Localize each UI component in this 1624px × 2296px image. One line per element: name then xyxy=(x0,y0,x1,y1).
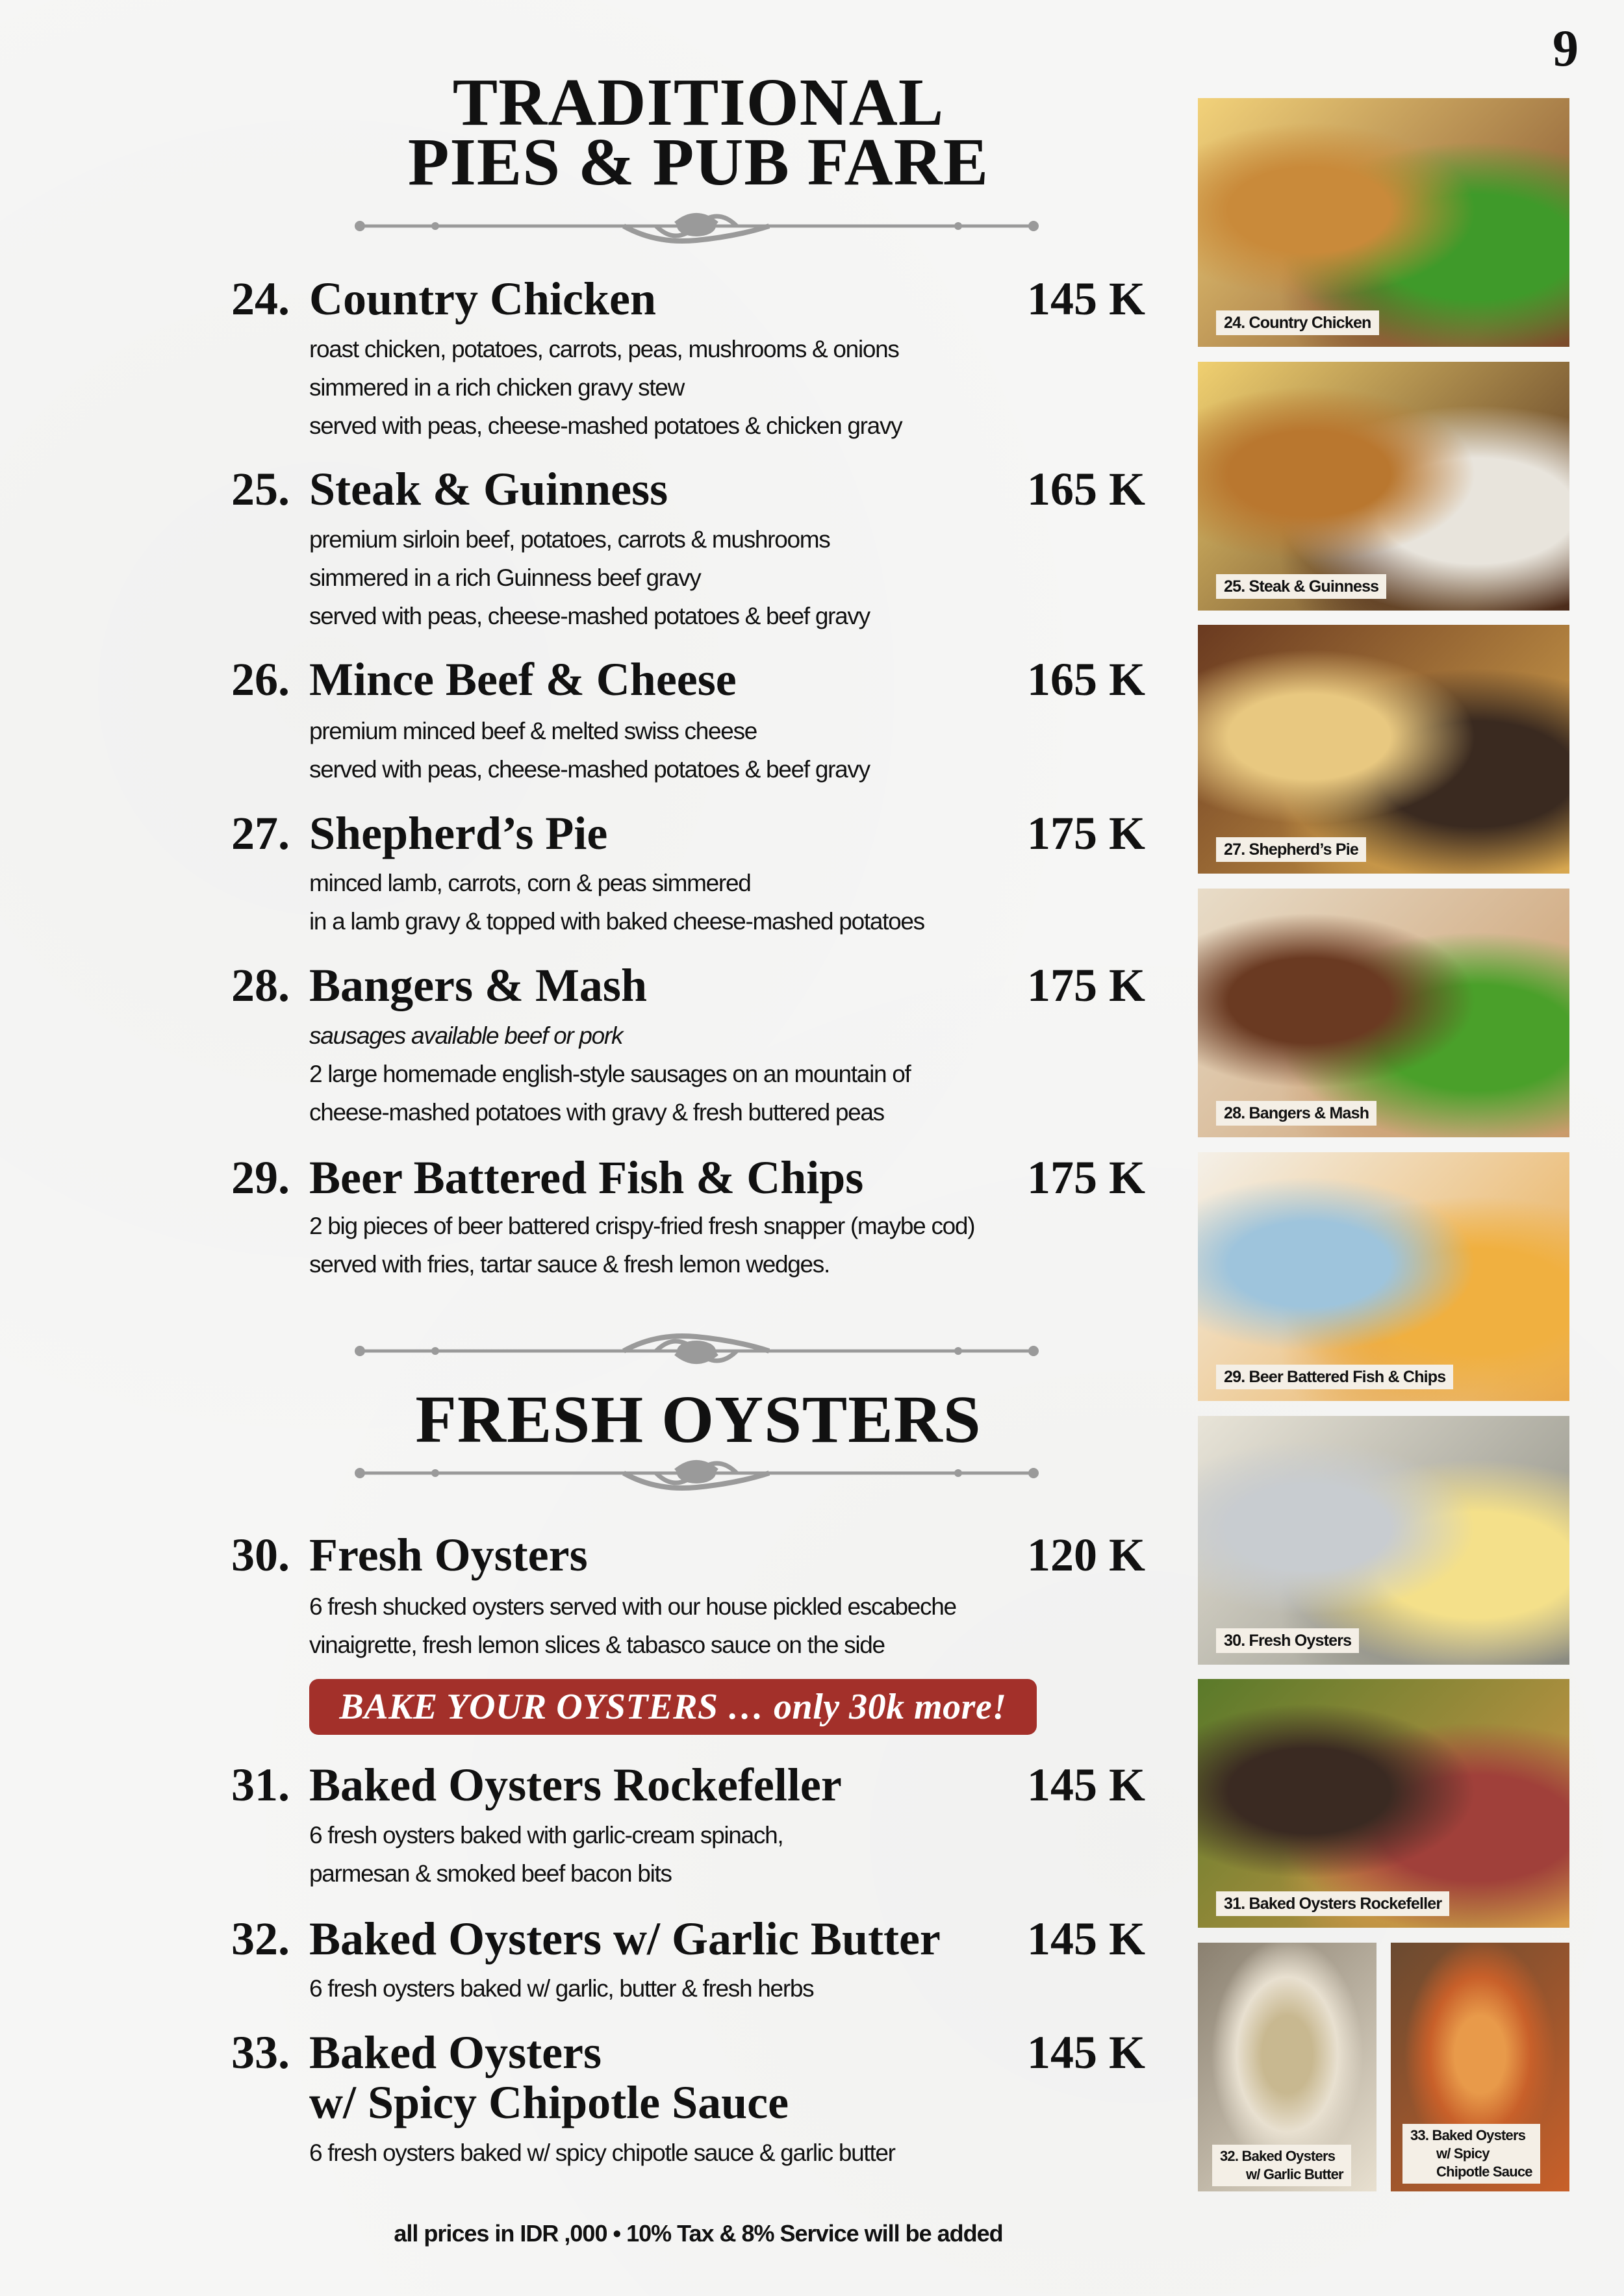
item-title: Mince Beef & Cheese xyxy=(309,653,737,705)
photo-caption: 24. Country Chicken xyxy=(1216,310,1379,335)
menu-item-price: 175 K xyxy=(1026,1152,1145,1204)
item-title: Baked Oysters Rockefeller xyxy=(309,1759,842,1811)
menu-item-description: 6 fresh oysters baked w/ spicy chipotle sauce & garlic butter xyxy=(309,2139,895,2166)
menu-item-description: premium minced beef & melted swiss cheese xyxy=(309,718,757,744)
photo-caption: 31. Baked Oysters Rockefeller xyxy=(1216,1891,1449,1916)
ornament-divider-icon xyxy=(351,207,1043,246)
menu-item-description: served with fries, tartar sauce & fresh lemon wedges. xyxy=(309,1251,830,1278)
menu-item-description: cheese-mashed potatoes with gravy & fresh buttered peas xyxy=(309,1099,884,1126)
photo-caption: 25. Steak & Guinness xyxy=(1216,574,1386,599)
item-number: 26. xyxy=(231,653,290,705)
photo-caption xyxy=(1212,2145,1351,2186)
item-number: 30. xyxy=(231,1529,290,1581)
item-title: Beer Battered Fish & Chips xyxy=(309,1152,864,1204)
item-number: 32. xyxy=(231,1913,290,1965)
price-footnote: all prices in IDR ,000 • 10% Tax & 8% Service will be added xyxy=(394,2220,1003,2247)
menu-item-description: served with peas, cheese-mashed potatoes & chicken gravy xyxy=(309,412,902,439)
menu-item-name-line2: w/ Spicy Chipotle Sauce xyxy=(309,2076,789,2128)
title-line-2: PIES & PUB FARE xyxy=(407,125,989,199)
menu-item-name xyxy=(231,1913,941,1965)
menu-item-name xyxy=(231,2026,602,2078)
menu-item-description: roast chicken, potatoes, carrots, peas, mushrooms & onions xyxy=(309,336,899,362)
item-title: Country Chicken xyxy=(309,273,657,325)
photo-caption xyxy=(1402,2124,1540,2184)
menu-item-name xyxy=(231,959,647,1011)
menu-item-description: parmesan & smoked beef bacon bits xyxy=(309,1860,672,1887)
menu-item-name xyxy=(231,1152,863,1204)
menu-item-description: simmered in a rich Guinness beef gravy xyxy=(309,564,701,591)
food-photo xyxy=(1198,1416,1569,1665)
menu-item-name xyxy=(231,807,607,859)
menu-item-description: 6 fresh oysters baked with garlic-cream spinach, xyxy=(309,1822,783,1848)
ornament-divider-icon xyxy=(351,1454,1043,1493)
food-photo xyxy=(1198,1679,1569,1928)
item-title: Baked Oysters xyxy=(309,2026,602,2078)
menu-item-price: 175 K xyxy=(1026,807,1145,859)
menu-item-description: 6 fresh oysters baked w/ garlic, butter & fresh herbs xyxy=(309,1975,814,2002)
menu-item-name xyxy=(231,463,668,515)
menu-item-description: premium sirloin beef, potatoes, carrots & mushrooms xyxy=(309,526,830,553)
photo-caption: 30. Fresh Oysters xyxy=(1216,1628,1359,1653)
section-title-oysters: FRESH OYSTERS xyxy=(415,1382,982,1457)
food-photo xyxy=(1198,1943,1377,2191)
menu-item-name xyxy=(231,273,656,325)
menu-item-price: 145 K xyxy=(1026,273,1145,325)
photo-caption: 27. Shepherd’s Pie xyxy=(1216,837,1366,862)
bake-oysters-banner: BAKE YOUR OYSTERS … only 30k more! xyxy=(309,1679,1037,1735)
menu-item-description: simmered in a rich chicken gravy stew xyxy=(309,374,684,401)
item-title: Shepherd’s Pie xyxy=(309,807,608,859)
menu-item-description: 2 large homemade english-style sausages on an mountain of xyxy=(309,1061,911,1087)
food-photo xyxy=(1198,362,1569,611)
menu-item-name xyxy=(231,653,737,705)
item-number: 24. xyxy=(231,273,290,325)
item-title: Steak & Guinness xyxy=(309,463,668,515)
menu-item-name xyxy=(231,1759,842,1811)
menu-item-price: 165 K xyxy=(1026,653,1145,705)
photo-caption: 29. Beer Battered Fish & Chips xyxy=(1216,1365,1453,1389)
ornament-divider-icon xyxy=(351,1331,1043,1370)
food-photo xyxy=(1391,1943,1569,2191)
menu-item-price: 175 K xyxy=(1026,959,1145,1011)
caption-line: 33. Baked Oysters xyxy=(1410,2127,1526,2143)
food-photo xyxy=(1198,889,1569,1137)
photo-caption: 28. Bangers & Mash xyxy=(1216,1101,1377,1126)
menu-item-name xyxy=(231,1529,588,1581)
caption-line: w/ Garlic Butter xyxy=(1246,2166,1343,2182)
menu-item-price: 145 K xyxy=(1026,2026,1145,2078)
menu-item-note: sausages available beef or pork xyxy=(309,1022,623,1049)
item-number: 33. xyxy=(231,2026,290,2078)
page-number: 9 xyxy=(1553,20,1579,77)
menu-item-description: in a lamb gravy & topped with baked cheese-mashed potatoes xyxy=(309,908,924,935)
item-title: Fresh Oysters xyxy=(309,1529,588,1581)
caption-line: Chipotle Sauce xyxy=(1436,2164,1532,2180)
section-title-pies xyxy=(325,65,1072,199)
menu-item-description: served with peas, cheese-mashed potatoes & beef gravy xyxy=(309,603,870,629)
item-number: 29. xyxy=(231,1152,290,1204)
menu-item-price: 145 K xyxy=(1026,1913,1145,1965)
menu-item-price: 165 K xyxy=(1026,463,1145,515)
item-number: 25. xyxy=(231,463,290,515)
caption-line: w/ Spicy xyxy=(1436,2145,1490,2162)
food-photo xyxy=(1198,625,1569,874)
food-photo xyxy=(1198,1152,1569,1401)
menu-item-price: 145 K xyxy=(1026,1759,1145,1811)
menu-item-description: 6 fresh shucked oysters served with our house pickled escabeche xyxy=(309,1593,956,1620)
menu-item-description: served with peas, cheese-mashed potatoes & beef gravy xyxy=(309,756,870,783)
menu-item-description: vinaigrette, fresh lemon slices & tabasco sauce on the side xyxy=(309,1632,885,1658)
menu-item-description: 2 big pieces of beer battered crispy-fried fresh snapper (maybe cod) xyxy=(309,1213,975,1239)
menu-item-price: 120 K xyxy=(1026,1529,1145,1581)
item-title: Baked Oysters w/ Garlic Butter xyxy=(309,1913,941,1965)
caption-line: 32. Baked Oysters xyxy=(1220,2148,1336,2164)
menu-item-description: minced lamb, carrots, corn & peas simmered xyxy=(309,870,751,896)
item-title: Bangers & Mash xyxy=(309,959,647,1011)
item-number: 28. xyxy=(231,959,290,1011)
item-number: 27. xyxy=(231,807,290,859)
title-line-1: TRADITIONAL xyxy=(452,65,945,140)
food-photo xyxy=(1198,98,1569,347)
item-number: 31. xyxy=(231,1759,290,1811)
